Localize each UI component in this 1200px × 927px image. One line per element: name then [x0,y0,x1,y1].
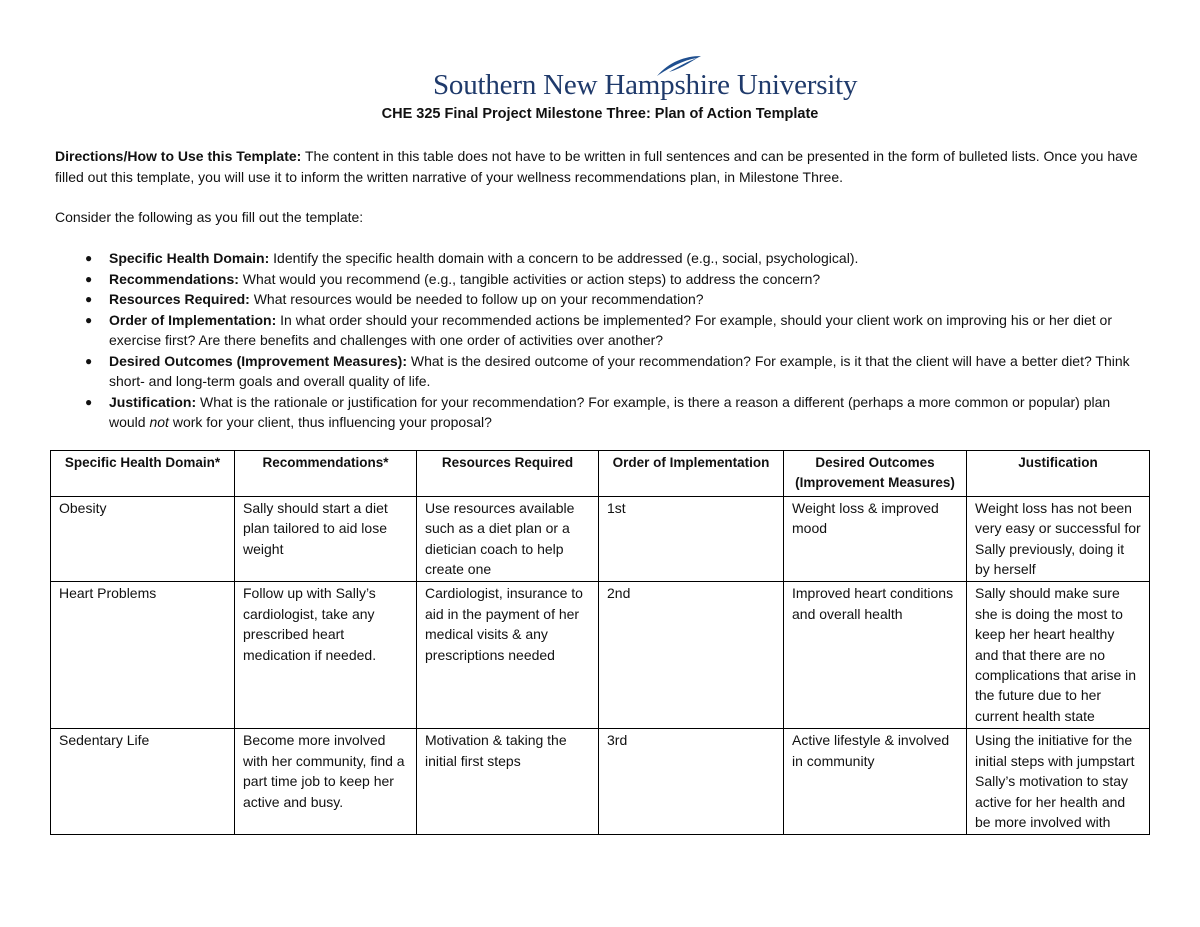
university-name: Southern New Hampshire University [433,69,858,101]
list-item [55,289,1145,310]
table-row [51,729,1150,835]
table-cell: Active lifestyle & involved in community [784,729,967,835]
column-header: Recommendations* [235,451,417,497]
list-item [55,351,1145,392]
table-cell: Cardiologist, insurance to aid in the payment of her medical visits & any prescriptions needed [417,582,599,729]
table-cell: Become more involved with her community, find a part time job to keep her active and busy. [235,729,417,835]
table-cell: Sally should make sure she is doing the most to keep her heart healthy and that there are no complications that arise in the future due to her current health state [967,582,1150,729]
bullet-icon: ● [85,292,93,306]
directions-text: The content in this table does not have to be written in full sentences and can be presented in the form of bulleted lists. Once you have filled out this template, you will use it to inform the written narrative of your wellness recommendations plan, in Milestone Three. [55,148,1138,185]
table-cell: Improved heart conditions and overall health [784,582,967,729]
directions-label: Directions/How to Use this Template: [55,148,302,164]
bullet-text: What is the desired outcome of your recommendation? For example, is it that the client will have a better diet? Think short- and long-term goals and overall quality of life. [109,352,1130,389]
table-cell: Obesity [51,496,235,582]
column-header: Specific Health Domain* [51,451,235,497]
column-header: Desired Outcomes (Improvement Measures) [784,451,967,497]
consider-text: Consider the following as you fill out the template: [55,209,364,225]
bullet-label: Order of Implementation: [109,311,277,328]
bullet-icon: ● [85,312,93,327]
directions-paragraph [55,146,1145,188]
list-item [55,392,1145,433]
bullet-label: Specific Health Domain: [109,250,270,266]
table-header-row [51,451,1150,497]
bullet-label: Desired Outcomes (Improvement Measures): [109,352,407,369]
table-cell: Sally should start a diet plan tailored to aid lose weight [235,496,417,582]
table-row [51,496,1150,582]
column-header: Order of Implementation [599,451,784,497]
bullet-list [55,248,1145,433]
bullet-icon: ● [85,353,93,368]
list-item [55,310,1145,351]
table-cell: 3rd [599,729,784,835]
list-item [55,248,1145,269]
bullet-text: What resources would be needed to follow up on your recommendation? [249,291,704,307]
bullet-label: Recommendations: [109,270,239,287]
university-logo [433,54,858,101]
bullet-text: Identify the specific health domain with a concern to be addressed (e.g., social, psychological). [269,250,859,266]
bullet-label: Justification: [109,393,197,410]
bullet-icon: ● [85,271,93,286]
page-title: CHE 325 Final Project Milestone Three: Plan of Action Template [381,106,819,122]
bullet-icon: ● [85,251,93,265]
table-cell: 2nd [599,582,784,729]
plan-of-action-table [50,450,1150,835]
bullet-text: What would you recommend (e.g., tangible activities or action steps) to address the concern? [238,270,821,287]
table-cell: Motivation & taking the initial first steps [417,729,599,835]
column-header: Justification [967,451,1150,497]
table-cell: Weight loss & improved mood [784,496,967,582]
table-cell: Follow up with Sally’s cardiologist, take any prescribed heart medication if needed. [235,582,417,729]
table-cell: Weight loss has not been very easy or successful for Sally previously, doing it by herself [967,496,1150,582]
table-cell: Use resources available such as a diet plan or a dietician coach to help create one [417,496,599,582]
table-cell: Sedentary Life [51,729,235,835]
table-cell: 1st [599,496,784,582]
table-cell: Heart Problems [51,582,235,729]
bullet-text: In what order should your recommended actions be implemented? For example, should your client work on improving his or her diet or exercise first? Are there benefits and challenges with one order of activities over another? [109,311,1112,348]
list-item [55,269,1145,290]
bullet-text: work for your client, thus influencing your proposal? [168,414,492,430]
table-row [51,582,1150,729]
column-header: Resources Required [417,451,599,497]
bullet-emphasis: not [149,414,169,430]
bullet-text: What is the rationale or justification for your recommendation? For example, is there a reason a different (perhaps a more common or popular) plan would [109,393,1111,430]
table-cell: Using the initiative for the initial steps with jumpstart Sally’s motivation to stay active for her health and be more involved with [967,729,1150,835]
bullet-icon: ● [85,394,93,409]
bullet-label: Resources Required: [109,291,250,307]
